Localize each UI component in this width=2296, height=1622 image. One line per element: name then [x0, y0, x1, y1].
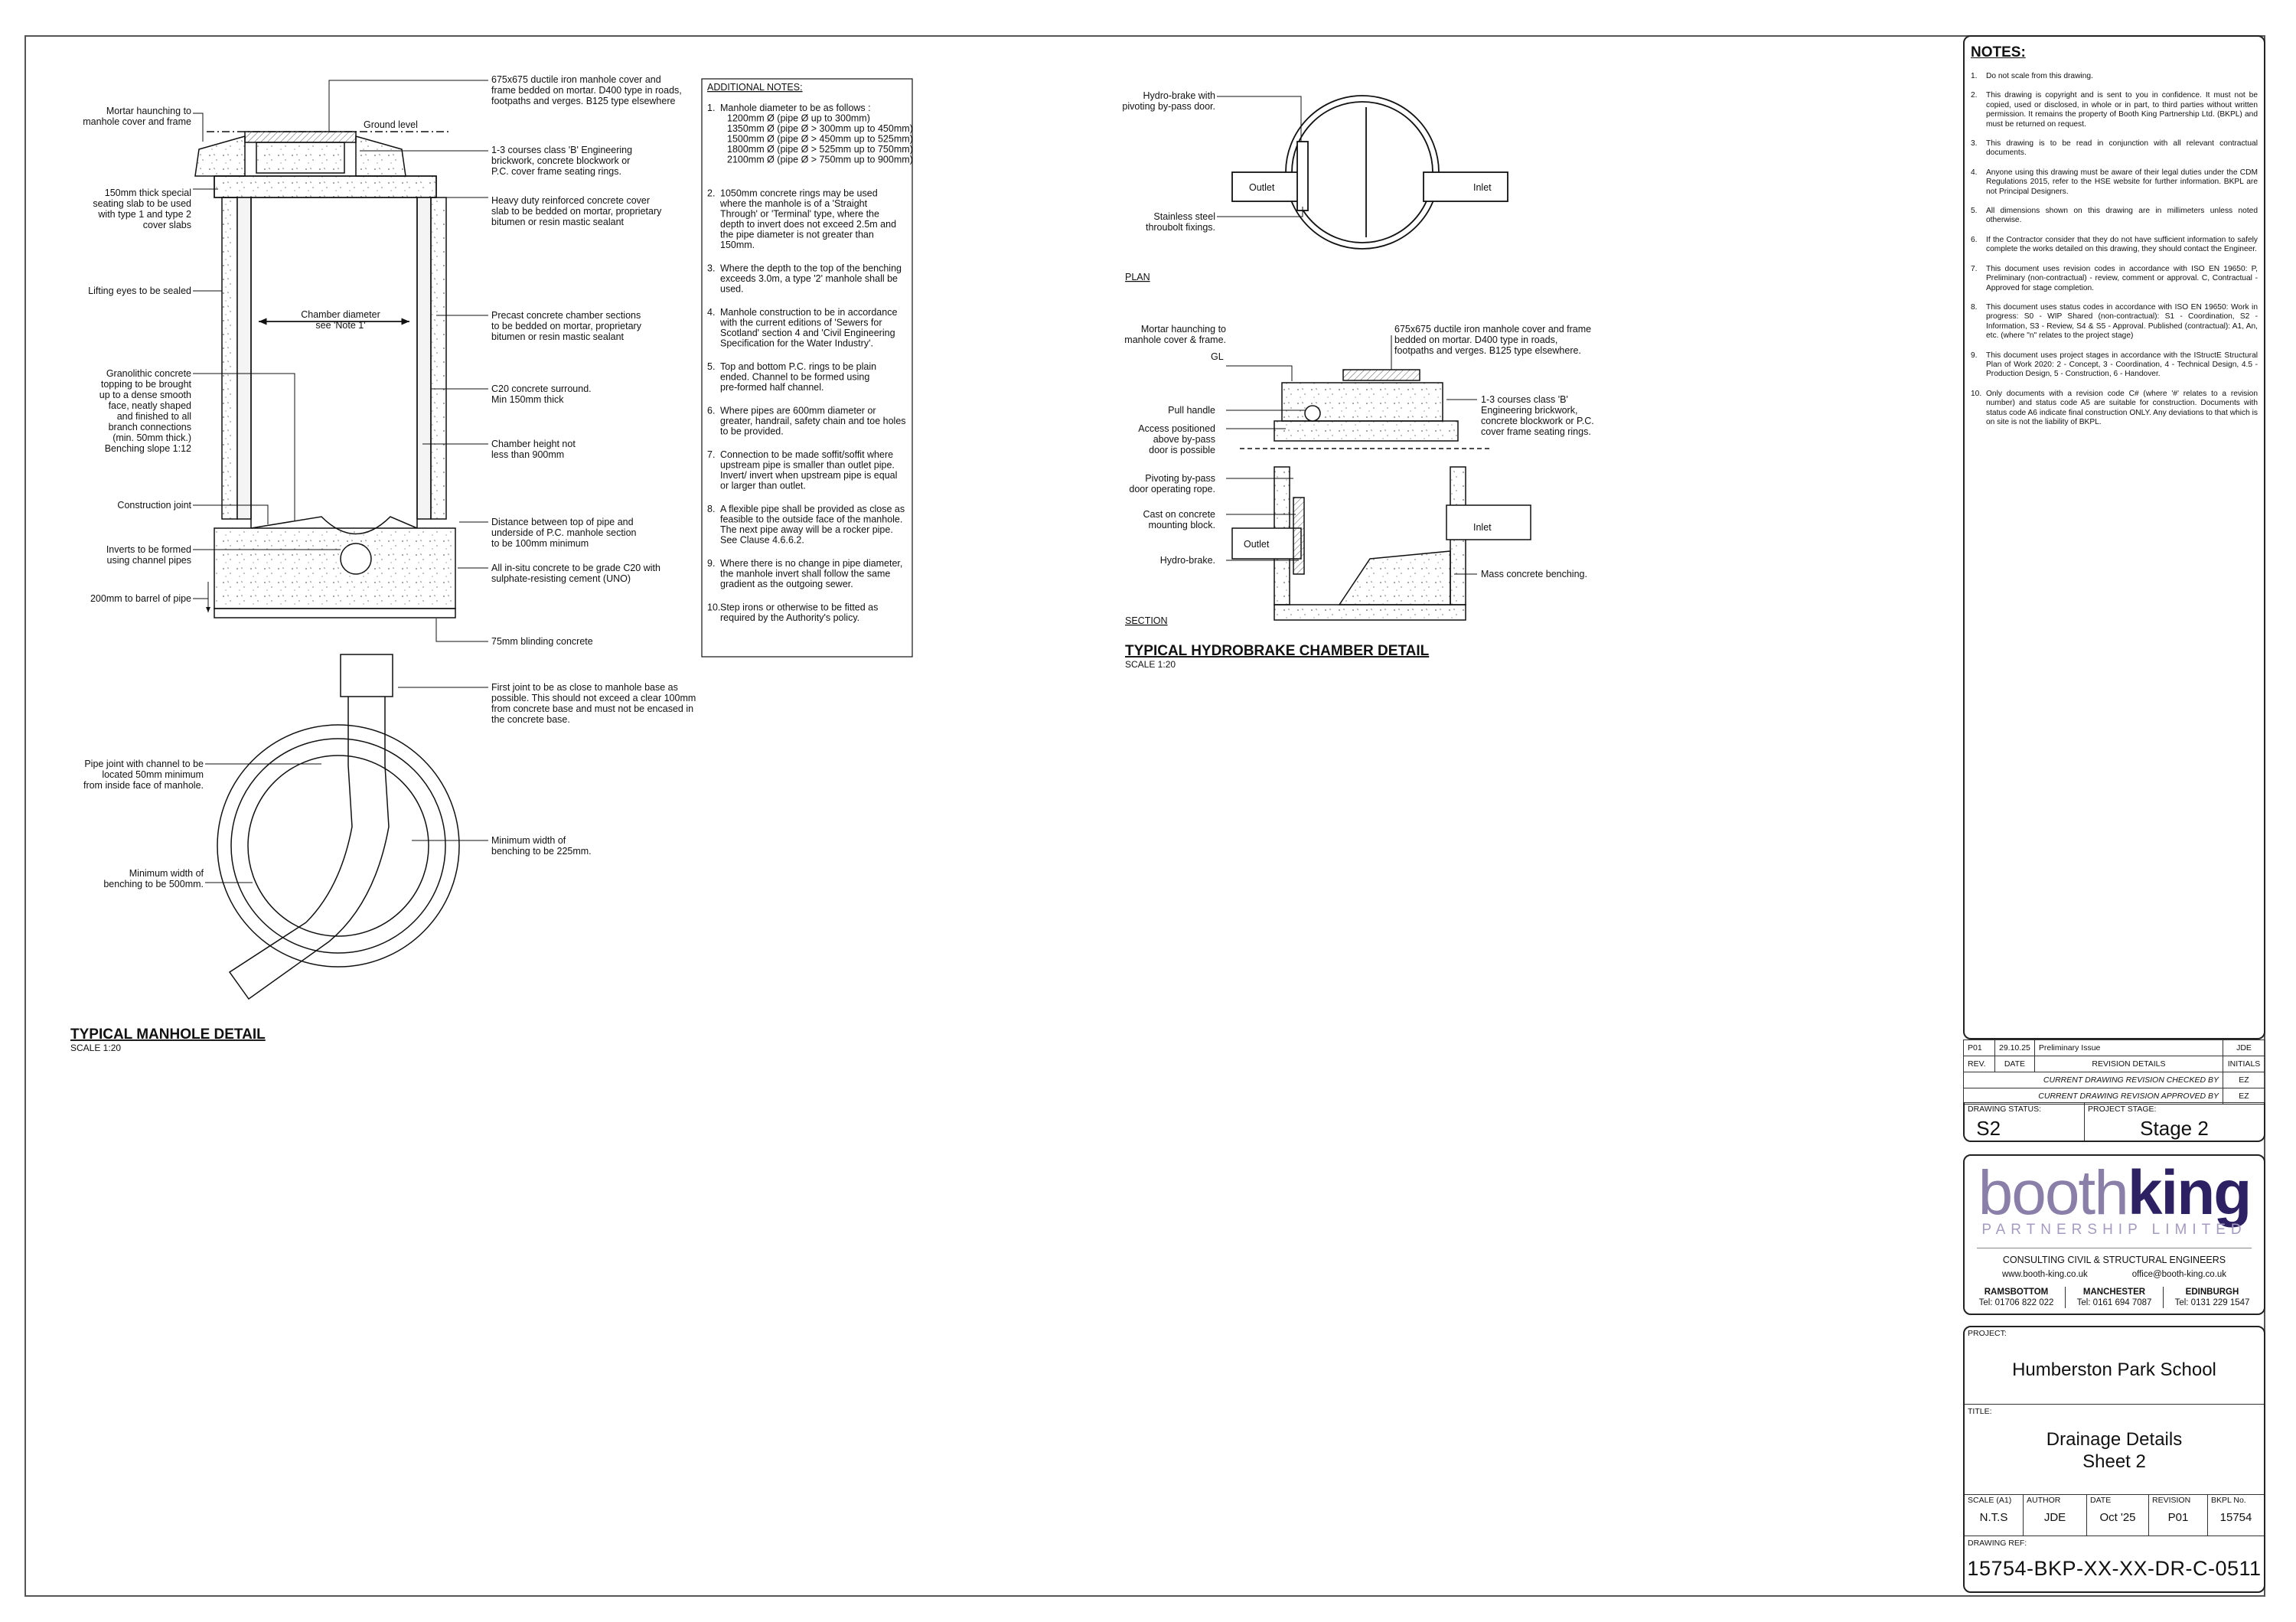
notes-panel — [1963, 35, 2265, 1039]
drawing-title: Drainage Details Sheet 2 — [2046, 1429, 2183, 1472]
label-barrel: 200mm to barrel of pipe — [90, 593, 191, 604]
company-tagline: CONSULTING CIVIL & STRUCTURAL ENGINEERS — [2002, 1255, 2226, 1265]
project-label: PROJECT: — [1968, 1329, 2007, 1338]
additional-note-text: Where pipes are 600mm diameter or greater, handrail, safety chain and toe holes to be provided. — [720, 405, 906, 437]
logo-king: king — [2127, 1158, 2251, 1228]
additional-note-text: A flexible pipe shall be provided as close as feasible to the outside face of the manhole. The next pipe away will be a rocker pipe. See Clause 4.6.6.2. — [720, 504, 905, 546]
additional-note-number: 8. — [707, 504, 716, 514]
drawing-ref-label: DRAWING REF: — [1968, 1539, 2027, 1548]
revision-table — [1963, 1039, 2265, 1105]
project-stage-label: PROJECT STAGE: — [2088, 1105, 2157, 1114]
label-min-bench-500: Minimum width of benching to be 500mm. — [103, 868, 204, 889]
additional-notes-title: ADDITIONAL NOTES: — [707, 82, 803, 93]
manhole-title: TYPICAL MANHOLE DETAIL — [70, 1026, 266, 1043]
additional-note-number: 9. — [707, 558, 716, 569]
label-hydro-brake: Hydro-brake. — [1159, 555, 1215, 566]
status-block — [1963, 1102, 2265, 1142]
label-pipe-joint: Pipe joint with channel to be located 50mm minimum from inside face of manhole. — [83, 759, 204, 791]
label-ground-level: Ground level — [364, 119, 418, 130]
company-email[interactable]: office@booth-king.co.uk — [2131, 1270, 2227, 1279]
label-lifting-eyes: Lifting eyes to be sealed — [88, 286, 191, 296]
label-hb-haunch: Mortar haunching to manhole cover & frame. — [1124, 324, 1226, 345]
label-blinding: 75mm blinding concrete — [491, 636, 593, 647]
note-item: 5. All dimensions shown on this drawing are in millimeters unless noted otherwise. — [1971, 207, 2258, 225]
label-pull-handle: Pull handle — [1168, 405, 1215, 416]
author-cell: AUTHOR JDE — [2024, 1494, 2087, 1536]
label-access: Access positioned above by-pass door is possible — [1138, 423, 1215, 455]
office-edinburgh: EDINBURGH Tel: 0131 229 1547 — [2163, 1287, 2261, 1308]
company-website[interactable]: www.booth-king.co.uk — [2001, 1270, 2088, 1279]
additional-note-text: Where there is no change in pipe diameter, the manhole invert shall follow the same gradient as the outgoing sewer. — [720, 558, 903, 589]
notes-list — [1971, 72, 2258, 427]
checked-by: EZ — [2223, 1072, 2265, 1088]
additional-note-number: 2. — [707, 188, 716, 199]
company-logo-block — [1963, 1154, 2265, 1315]
details-header: REVISION DETAILS — [2034, 1056, 2223, 1072]
additional-note-text: 1050mm concrete rings may be used where the manhole is of a 'Straight Through' or 'Terminal' type, where the depth to invert does not exceed 2.5m and the pipe diameter is not greater than 150mm. — [720, 188, 897, 250]
revision-row — [1964, 1040, 2265, 1056]
additional-note-text: Top and bottom P.C. rings to be plain ended. Channel to be formed using pre-formed half channel. — [720, 361, 877, 393]
project-stage-cell — [2084, 1103, 2264, 1141]
revision-cell: REVISION P01 — [2149, 1494, 2208, 1536]
label-granolithic: Granolithic concrete topping to be brought up to a dense smooth face, neatly shaped and finished to all branch connections (min. 50mm thick.) Benching slope 1:12 — [99, 368, 191, 454]
office-manchester: MANCHESTER Tel: 0161 694 7087 — [2065, 1287, 2163, 1308]
drawing-status-cell — [1965, 1103, 2084, 1141]
plan-heading: PLAN — [1125, 272, 1150, 282]
label-mass-concrete: Mass concrete benching. — [1481, 569, 1587, 579]
label-haunch: Mortar haunching to manhole cover and frame — [83, 106, 191, 127]
note-item: 7. This document uses revision codes in accordance with ISO EN 19650: P, Preliminary (non-contractual) - review, comment or approval. C, Contractual - Approved for stage completion. — [1971, 264, 2258, 292]
checked-label: CURRENT DRAWING REVISION CHECKED BY — [1964, 1072, 2223, 1088]
label-chamber-diameter: Chamber diameter see 'Note 1' — [301, 309, 380, 331]
title-label: TITLE: — [1968, 1407, 1992, 1416]
label-precast: Precast concrete chamber sections to be bedded on mortar, proprietary bitumen or resin mastic sealant — [491, 310, 641, 342]
note-item: 9. This document uses project stages in accordance with the IStructE Structural Plan of Work 2020: 2 - Concept, 3 - Coordination, 4 - Technical Design, 4.5 - Production Design, 5 - Construction, 6 - Handover. — [1971, 351, 2258, 379]
drawing-ref: 15754-BKP-XX-XX-DR-C-0511 — [1967, 1557, 2262, 1580]
label-c20-surround: C20 concrete surround. Min 150mm thick — [491, 383, 592, 405]
label-min-bench-225: Minimum width of benching to be 225mm. — [491, 835, 592, 857]
manhole-section-drawing — [195, 132, 455, 618]
revision-header-row — [1964, 1056, 2265, 1072]
rev-header: REV. — [1964, 1056, 1995, 1072]
additional-note-text: Connection to be made soffit/soffit where upstream pipe is smaller than outlet pipe. Invert/ invert when upstream pipe is equal or larger than outlet. — [720, 449, 898, 491]
logo-booth: booth — [1978, 1158, 2128, 1228]
date-header: DATE — [1995, 1056, 2035, 1072]
label-first-joint: First joint to be as close to manhole base as possible. This should not exceed a clear 100mm from concrete base and must not be encased in the concrete base. — [491, 682, 696, 725]
label-gl: GL — [1211, 351, 1224, 362]
hydrobrake-scale: SCALE 1:20 — [1125, 659, 1176, 670]
additional-note-text: Manhole diameter to be as follows : 1200mm Ø (pipe Ø up to 300mm) 1350mm Ø (pipe Ø > 300mm up to 450mm) 1500mm Ø (pipe Ø > 450mm up to 525mm) 1800mm Ø (pipe Ø > 525mm up to 750mm) 2100mm Ø (pipe Ø > 750mm up to 900mm) — [720, 103, 913, 165]
manhole-plan-drawing — [217, 654, 459, 999]
note-item: 6. If the Contractor consider that they do not have sufficient information to safely complete the works detailed on this drawing, they should contact the Engineer. — [1971, 235, 2258, 254]
label-slab150: 150mm thick special seating slab to be used with type 1 and type 2 cover slabs — [93, 188, 191, 230]
initials-header: INITIALS — [2223, 1056, 2265, 1072]
hydrobrake-title: TYPICAL HYDROBRAKE CHAMBER DETAIL — [1125, 643, 1430, 659]
note-item: 4. Anyone using this drawing must be aware of their legal duties under the CDM Regulations 2015, refer to the HSE website for further information. BKPL are not Principal Designers. — [1971, 168, 2258, 196]
manhole-plan-leaders — [205, 687, 488, 883]
company-logo — [1965, 1158, 2264, 1228]
label-construction-joint: Construction joint — [117, 500, 191, 511]
additional-note-number: 10. — [707, 602, 721, 613]
note-item: 3. This drawing is to be read in conjunction with all relevant contractual documents. — [1971, 139, 2258, 158]
title-block — [1963, 1326, 2265, 1593]
label-cover: 675x675 ductile iron manhole cover and frame bedded on mortar. D400 type in roads, footpaths and verges. B125 type elsewhere — [491, 74, 682, 106]
label-plan-inlet: Inlet — [1473, 182, 1492, 193]
label-distance: Distance between top of pipe and underside of P.C. manhole section to be 100mm minimum — [491, 517, 637, 549]
approved-label: CURRENT DRAWING REVISION APPROVED BY — [1964, 1088, 2223, 1105]
additional-note-number: 5. — [707, 361, 716, 372]
notes-title: NOTES: — [1971, 44, 2026, 60]
label-hb-courses: 1-3 courses class 'B' Engineering brickwork, concrete blockwork or P.C. cover frame seating rings. — [1481, 394, 1594, 437]
scale-cell: SCALE (A1) N.T.S — [1965, 1494, 2024, 1536]
section-heading: SECTION — [1125, 615, 1168, 626]
project-stage-value: Stage 2 — [2140, 1117, 2209, 1140]
label-courses: 1-3 courses class 'B' Engineering brickwork, concrete blockwork or P.C. cover frame seating rings. — [491, 145, 633, 177]
drawing-status-value: S2 — [1976, 1117, 2001, 1140]
label-insitu: All in-situ concrete to be grade C20 with sulphate-resisting cement (UNO) — [491, 563, 660, 584]
project-name: Humberston Park School — [2012, 1359, 2216, 1380]
bkpl-cell: BKPL No. 15754 — [2211, 1496, 2252, 1524]
label-section-outlet: Outlet — [1244, 539, 1270, 550]
additional-note-number: 4. — [707, 307, 716, 318]
rev-details-cell: Preliminary Issue — [2034, 1040, 2223, 1056]
additional-note-number: 1. — [707, 103, 716, 113]
label-plan-outlet: Outlet — [1249, 182, 1275, 193]
note-item: 2. This drawing is copyright and is sent to you in confidence. It must not be copied, used or disclosed, in whole or in part, to third parties without written permission. It remains the property of Booth King Partnership Ltd. (BKPL) and must be returned on request. — [1971, 91, 2258, 129]
label-hb-plan: Hydro-brake with pivoting by-pass door. — [1122, 90, 1215, 112]
note-item: 1. Do not scale from this drawing. — [1971, 72, 2093, 80]
drawing-status-label: DRAWING STATUS: — [1968, 1105, 2042, 1114]
additional-note-number: 6. — [707, 405, 716, 416]
label-pivot: Pivoting by-pass door operating rope. — [1129, 473, 1215, 494]
hydrobrake-plan-drawing — [1232, 96, 1508, 249]
label-inverts: Inverts to be formed using channel pipes — [106, 544, 191, 566]
additional-note-text: Step irons or otherwise to be fitted as required by the Authority's policy. — [720, 602, 879, 623]
additional-notes-text — [707, 82, 913, 623]
label-cast: Cast on concrete mounting block. — [1143, 509, 1215, 530]
additional-note-text: Manhole construction to be in accordance with the current editions of 'Sewers for Scotland' section 4 and 'Civil Engineering Specification for the Water Industry'. — [720, 307, 898, 349]
label-hb-cover: 675x675 ductile iron manhole cover and frame bedded on mortar. D400 type in roads, footpaths and verges. B125 type elsewhere. — [1394, 324, 1592, 356]
manhole-scale: SCALE 1:20 — [70, 1043, 122, 1053]
label-chamber-height: Chamber height not less than 900mm — [491, 439, 576, 460]
additional-note-text: Where the depth to the top of the benching exceeds 3.0m, a type '2' manhole shall be used. — [720, 263, 902, 295]
title-block-cells — [1965, 1494, 2264, 1536]
rev-cell: P01 — [1964, 1040, 1995, 1056]
note-item: 8. This document uses status codes in accordance with ISO EN 19650: Work in progress: S0 - WIP Shared (non-contractual): S1 - Coordination, S2 - Information, S3 - Review, S4 & S5 - Approval. Published (contractual): A1, An, etc. (where "n" relates to the project stage) — [1971, 302, 2258, 341]
logo-subtitle: PARTNERSHIP LIMITED — [1981, 1222, 2247, 1238]
date-cell: DATE Oct '25 — [2087, 1494, 2149, 1536]
company-offices — [1968, 1287, 2261, 1308]
note-item: 10. Only documents with a revision code C# (where '#' relates to a revision number) and status code A5 are suitable for construction. Documents with status code A6 indicate final construction ONLY. Any deviations to that which is on site is not the liability of BKPL. — [1971, 389, 2258, 426]
label-section-inlet: Inlet — [1473, 522, 1492, 533]
label-heavy-duty: Heavy duty reinforced concrete cover slab to be bedded on mortar, proprietary bitumen or resin mastic sealant — [491, 195, 662, 227]
office-ramsbottom: RAMSBOTTOM Tel: 01706 822 022 — [1978, 1287, 2054, 1307]
approved-by: EZ — [2223, 1088, 2265, 1105]
checked-row — [1964, 1072, 2265, 1088]
rev-initials-cell: JDE — [2223, 1040, 2265, 1056]
label-stainless: Stainless steel throubolt fixings. — [1145, 211, 1215, 233]
additional-note-number: 7. — [707, 449, 716, 460]
rev-date-cell: 29.10.25 — [1995, 1040, 2035, 1056]
additional-note-number: 3. — [707, 263, 716, 274]
